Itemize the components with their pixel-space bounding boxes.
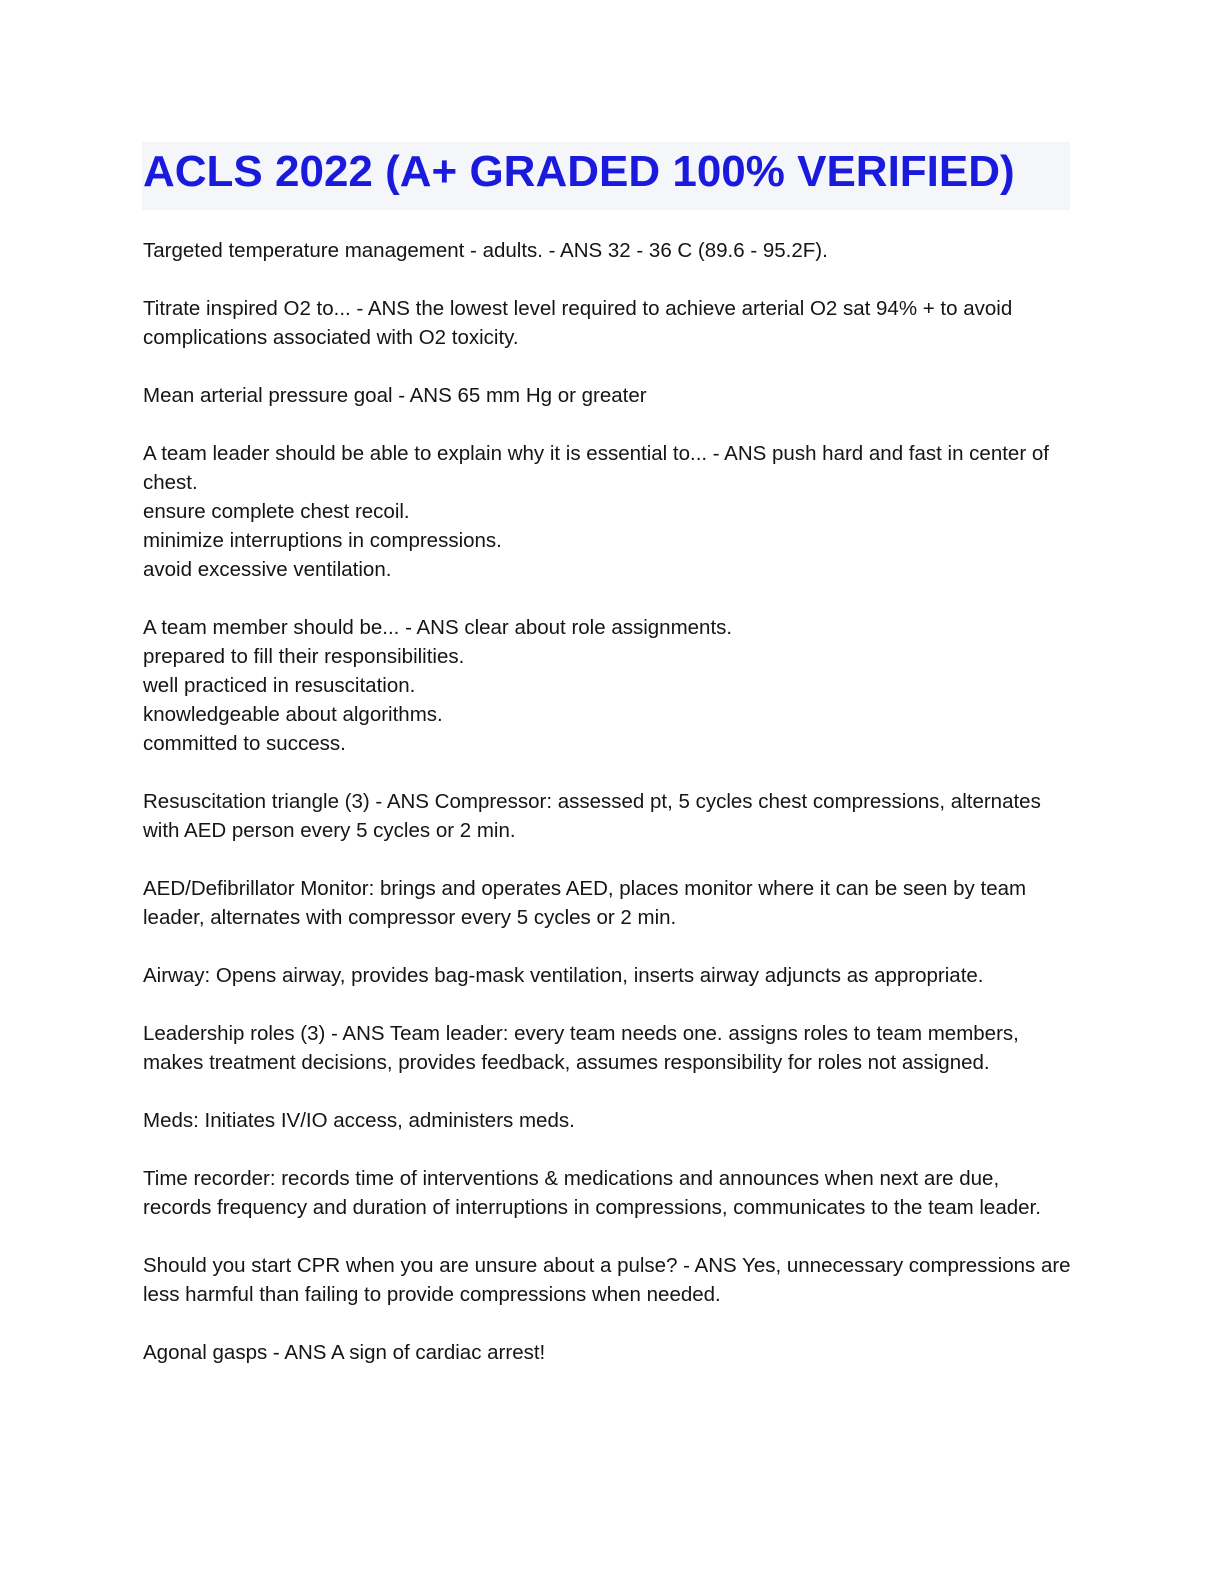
qa-entry-aed-monitor [143,874,1073,932]
entry-line: Targeted temperature management - adults. - ANS 32 - 36 C (89.6 - 95.2F). [143,239,828,262]
entry-line: committed to success. [143,732,346,755]
qa-entry-airway [143,961,1073,990]
entry-line: A team member should be... - ANS clear about role assignments. [143,616,733,639]
qa-entry-resuscitation-triangle [143,787,1073,845]
qa-entry-leadership-roles [143,1019,1073,1077]
qa-entry-team-leader [143,439,1073,584]
entry-line: avoid excessive ventilation. [143,558,392,581]
entry-line: Time recorder: records time of interventions & medications and announces when next are due, records frequency and duration of interruptions in compressions, communicates to the team leader. [143,1167,1041,1219]
qa-entry-cpr-pulse [143,1251,1073,1309]
qa-entry-agonal-gasps [143,1338,1073,1367]
entry-line: minimize interruptions in compressions. [143,529,502,552]
entry-line: Resuscitation triangle (3) - ANS Compressor: assessed pt, 5 cycles chest compressions, alternates with AED person every 5 cycles or 2 min. [143,790,1041,842]
entry-line: ensure complete chest recoil. [143,500,410,523]
qa-entry-team-member [143,613,1073,758]
qa-entry-time-recorder [143,1164,1073,1222]
entry-line: Leadership roles (3) - ANS Team leader: every team needs one. assigns roles to team members, makes treatment decisions, provides feedback, assumes responsibility for roles not assigned. [143,1022,1019,1074]
qa-entry-map-goal [143,381,1073,410]
entry-line: prepared to fill their responsibilities. [143,645,465,668]
entry-line: Titrate inspired O2 to... - ANS the lowest level required to achieve arterial O2 sat 94% + to avoid complications associated with O2 toxicity. [143,297,1013,349]
entry-line: knowledgeable about algorithms. [143,703,443,726]
qa-entry-meds [143,1106,1073,1135]
entry-line: Meds: Initiates IV/IO access, administers meds. [143,1109,575,1132]
entry-line: Agonal gasps - ANS A sign of cardiac arrest! [143,1341,546,1364]
entry-line: well practiced in resuscitation. [143,674,416,697]
entry-line: Airway: Opens airway, provides bag-mask ventilation, inserts airway adjuncts as appropriate. [143,964,984,987]
document-title: ACLS 2022 (A+ GRADED 100% VERIFIED) [143,147,1015,196]
entry-line: Should you start CPR when you are unsure about a pulse? - ANS Yes, unnecessary compressions are less harmful than failing to provide compressions when needed. [143,1254,1071,1306]
qa-entry-oxygen [143,294,1073,352]
entry-line: AED/Defibrillator Monitor: brings and operates AED, places monitor where it can be seen by team leader, alternates with compressor every 5 cycles or 2 min. [143,877,1027,929]
entry-line: Mean arterial pressure goal - ANS 65 mm Hg or greater [143,384,647,407]
qa-entry-temperature [143,236,1073,265]
document-body [143,236,1073,1396]
entry-line: A team leader should be able to explain why it is essential to... - ANS push hard and fast in center of chest. [143,442,1049,494]
